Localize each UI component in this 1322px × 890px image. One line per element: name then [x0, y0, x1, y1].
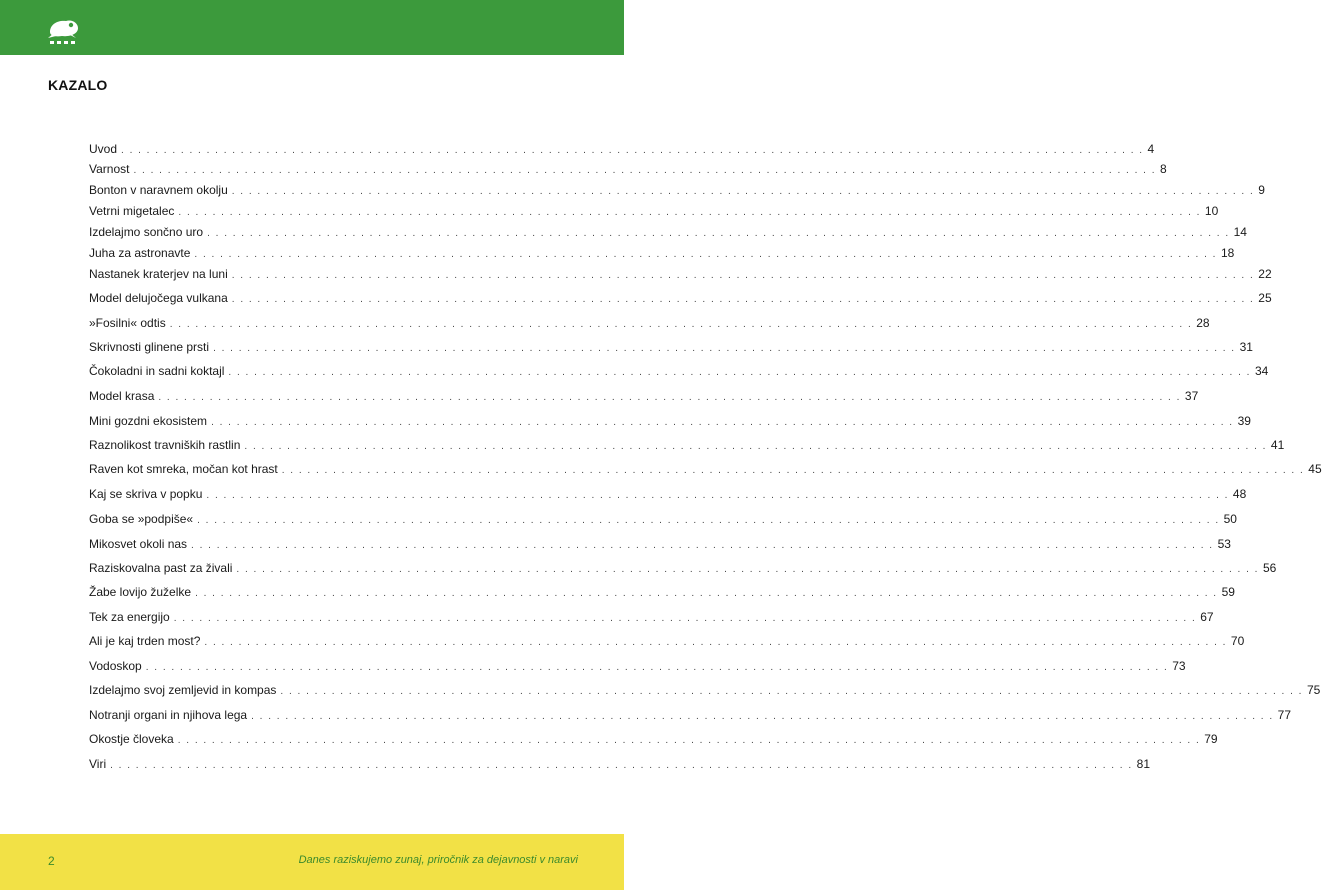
toc-leader-dots: . . . . . . . . . . . . . . . . . . . . . . . . . . . . . . . . . . . . . . . . . . . . . . . . . . . . . . . . . . . . . . . . . . . . . . . . . . . . . . . . . . . . . . . . . . . . . . . . . . . . . . . . . . . . . . . . . . . . . . . . — [281, 465, 1305, 476]
toc-entry[interactable] — [89, 243, 1235, 265]
toc-leader-dots: . . . . . . . . . . . . . . . . . . . . . . . . . . . . . . . . . . . . . . . . . . . . . . . . . . . . . . . . . . . . . . . . . . . . . . . . . . . . . . . . . . . . . . . . . . . . . . . . . . . . . . . . . . . . . . . . . . . . . . . . — [251, 711, 1274, 722]
toc-entry-page: 28 — [1196, 316, 1210, 330]
toc-entry-page: 81 — [1136, 757, 1151, 771]
toc-entry-label: Model krasa — [89, 389, 155, 403]
toc-entry-label: Vetrni migetalec — [89, 204, 175, 218]
toc-entry-page: 31 — [1239, 340, 1253, 354]
toc-entry-page: 77 — [1277, 708, 1291, 722]
toc-entry-label: Izdelajmo svoj zemljevid in kompas — [89, 683, 277, 697]
toc-entry[interactable] — [89, 754, 1151, 776]
toc-entry-label: Ali je kaj trden most? — [89, 634, 201, 648]
toc-entry[interactable] — [89, 288, 1272, 310]
toc-leader-dots: . . . . . . . . . . . . . . . . . . . . . . . . . . . . . . . . . . . . . . . . . . . . . . . . . . . . . . . . . . . . . . . . . . . . . . . . . . . . . . . . . . . . . . . . . . . . . . . . . . . . . . . . . . . . . . . . . . . . . . . . — [204, 637, 1227, 648]
toc-entry[interactable] — [89, 159, 1167, 181]
toc-entry-page: 45 — [1308, 462, 1322, 476]
toc-entry-page: 10 — [1204, 204, 1219, 218]
toc-entry-label: Raziskovalna past za živali — [89, 561, 233, 575]
toc-entry-label: Bonton v naravnem okolju — [89, 183, 228, 197]
toc-entry[interactable] — [89, 484, 1247, 506]
toc-entry-label: Tek za energijo — [89, 610, 170, 624]
toc-entry-label: Mini gozdni ekosistem — [89, 414, 208, 428]
toc-leader-dots: . . . . . . . . . . . . . . . . . . . . . . . . . . . . . . . . . . . . . . . . . . . . . . . . . . . . . . . . . . . . . . . . . . . . . . . . . . . . . . . . . . . . . . . . . . . . . . . . . . . . . . . . . . . . . . . . . . . . . . . . — [158, 392, 1181, 403]
toc-leader-dots: . . . . . . . . . . . . . . . . . . . . . . . . . . . . . . . . . . . . . . . . . . . . . . . . . . . . . . . . . . . . . . . . . . . . . . . . . . . . . . . . . . . . . . . . . . . . . . . . . . . . . . . . . . . . . . . . . . . . . . . . — [191, 540, 1214, 551]
toc-entry-label: Skrivnosti glinene prsti — [89, 340, 210, 354]
toc-entry-label: Žabe lovijo žuželke — [89, 585, 192, 599]
toc-entry[interactable] — [89, 680, 1321, 702]
toc-entry-label: Vodoskop — [89, 659, 142, 673]
toc-entry-label: Raven kot smreka, močan kot hrast — [89, 462, 278, 476]
toc-leader-dots: . . . . . . . . . . . . . . . . . . . . . . . . . . . . . . . . . . . . . . . . . . . . . . . . . . . . . . . . . . . . . . . . . . . . . . . . . . . . . . . . . . . . . . . . . . . . . . . . . . . . . . . . . . . . . . . . . . . . . . . . — [194, 249, 1217, 260]
frog-logo-icon — [44, 16, 84, 48]
toc-leader-dots: . . . . . . . . . . . . . . . . . . . . . . . . . . . . . . . . . . . . . . . . . . . . . . . . . . . . . . . . . . . . . . . . . . . . . . . . . . . . . . . . . . . . . . . . . . . . . . . . . . . . . . . . . . . . . . . . . . . . . . . . — [173, 613, 1197, 624]
toc-entry-page: 18 — [1220, 246, 1235, 260]
toc-leader-dots: . . . . . . . . . . . . . . . . . . . . . . . . . . . . . . . . . . . . . . . . . . . . . . . . . . . . . . . . . . . . . . . . . . . . . . . . . . . . . . . . . . . . . . . . . . . . . . . . . . . . . . . . . . . . . . . . . . . . . . . . — [211, 417, 1234, 428]
toc-leader-dots: . . . . . . . . . . . . . . . . . . . . . . . . . . . . . . . . . . . . . . . . . . . . . . . . . . . . . . . . . . . . . . . . . . . . . . . . . . . . . . . . . . . . . . . . . . . . . . . . . . . . . . . . . . . . . . . . . . . . . . . . — [178, 207, 1201, 218]
toc-entry-page: 22 — [1258, 267, 1272, 281]
toc-leader-dots: . . . . . . . . . . . . . . . . . . . . . . . . . . . . . . . . . . . . . . . . . . . . . . . . . . . . . . . . . . . . . . . . . . . . . . . . . . . . . . . . . . . . . . . . . . . . . . . . . . . . . . . . . . . . . . . . . . . . . . . . — [110, 760, 1133, 771]
toc-entry-label: Mikosvet okoli nas — [89, 537, 188, 551]
toc-entry-label: Viri — [89, 757, 107, 771]
toc-leader-dots: . . . . . . . . . . . . . . . . . . . . . . . . . . . . . . . . . . . . . . . . . . . . . . . . . . . . . . . . . . . . . . . . . . . . . . . . . . . . . . . . . . . . . . . . . . . . . . . . . . . . . . . . . . . . . . . . . . . . . . . . — [145, 662, 1169, 673]
toc-leader-dots: . . . . . . . . . . . . . . . . . . . . . . . . . . . . . . . . . . . . . . . . . . . . . . . . . . . . . . . . . . . . . . . . . . . . . . . . . . . . . . . . . . . . . . . . . . . . . . . . . . . . . . . . . . . . . . . . . . . . . . . . — [231, 294, 1255, 305]
toc-entry[interactable] — [89, 534, 1231, 556]
toc-entry-page: 48 — [1232, 487, 1247, 501]
toc-entry-page: 56 — [1262, 561, 1277, 575]
toc-entry-page: 14 — [1233, 225, 1247, 239]
toc-entry-page: 79 — [1204, 732, 1218, 746]
toc-leader-dots: . . . . . . . . . . . . . . . . . . . . . . . . . . . . . . . . . . . . . . . . . . . . . . . . . . . . . . . . . . . . . . . . . . . . . . . . . . . . . . . . . . . . . . . . . . . . . . . . . . . . . . . . . . . . . . . . . . . . . . . . — [231, 270, 1255, 281]
toc-entry-label: Čokoladni in sadni koktajl — [89, 364, 225, 378]
toc-entry[interactable] — [89, 222, 1247, 244]
toc-leader-dots: . . . . . . . . . . . . . . . . . . . . . . . . . . . . . . . . . . . . . . . . . . . . . . . . . . . . . . . . . . . . . . . . . . . . . . . . . . . . . . . . . . . . . . . . . . . . . . . . . . . . . . . . . . . . . . . . . . . . . . . . — [195, 588, 1218, 599]
toc-entry[interactable] — [89, 386, 1199, 408]
toc-entry[interactable] — [89, 607, 1214, 629]
toc-entry[interactable] — [89, 459, 1322, 481]
toc-leader-dots: . . . . . . . . . . . . . . . . . . . . . . . . . . . . . . . . . . . . . . . . . . . . . . . . . . . . . . . . . . . . . . . . . . . . . . . . . . . . . . . . . . . . . . . . . . . . . . . . . . . . . . . . . . . . . . . . . . . . . . . . — [133, 165, 1156, 176]
toc-entry-page: 41 — [1270, 438, 1285, 452]
toc-entry-page: 75 — [1306, 683, 1321, 697]
toc-entry-page: 73 — [1172, 659, 1186, 673]
toc-leader-dots: . . . . . . . . . . . . . . . . . . . . . . . . . . . . . . . . . . . . . . . . . . . . . . . . . . . . . . . . . . . . . . . . . . . . . . . . . . . . . . . . . . . . . . . . . . . . . . . . . . . . . . . . . . . . . . . . . . . . . . . . — [121, 145, 1144, 156]
toc-entry-label: Notranji organi in njihova lega — [89, 708, 248, 722]
toc-entry-label: Uvod — [89, 142, 118, 156]
footer-text: Danes raziskujemo zunaj, priročnik za dejavnosti v naravi — [298, 854, 578, 866]
toc-entry[interactable] — [89, 264, 1272, 286]
toc-entry[interactable] — [89, 337, 1253, 359]
toc-entry[interactable] — [89, 582, 1235, 604]
toc-entry[interactable] — [89, 313, 1210, 335]
toc-entry[interactable] — [89, 411, 1251, 433]
toc-entry-page: 25 — [1258, 291, 1272, 305]
toc-entry-label: Nastanek kraterjev na luni — [89, 267, 228, 281]
toc-leader-dots: . . . . . . . . . . . . . . . . . . . . . . . . . . . . . . . . . . . . . . . . . . . . . . . . . . . . . . . . . . . . . . . . . . . . . . . . . . . . . . . . . . . . . . . . . . . . . . . . . . . . . . . . . . . . . . . . . . . . . . . . — [207, 228, 1230, 239]
toc-leader-dots: . . . . . . . . . . . . . . . . . . . . . . . . . . . . . . . . . . . . . . . . . . . . . . . . . . . . . . . . . . . . . . . . . . . . . . . . . . . . . . . . . . . . . . . . . . . . . . . . . . . . . . . . . . . . . . . . . . . . . . . . — [236, 564, 1259, 575]
footer-page-number: 2 — [48, 854, 55, 868]
toc-entry-label: Goba se »podpiše« — [89, 512, 194, 526]
toc-entry-page: 8 — [1160, 162, 1167, 176]
footer-bar — [0, 834, 624, 890]
toc-entry-page: 53 — [1217, 537, 1231, 551]
toc-entry-page: 50 — [1223, 512, 1237, 526]
toc-entry-page: 9 — [1258, 183, 1265, 197]
toc-entry-label: Model delujočega vulkana — [89, 291, 228, 305]
toc-leader-dots: . . . . . . . . . . . . . . . . . . . . . . . . . . . . . . . . . . . . . . . . . . . . . . . . . . . . . . . . . . . . . . . . . . . . . . . . . . . . . . . . . . . . . . . . . . . . . . . . . . . . . . . . . . . . . . . . . . . . . . . . — [228, 367, 1251, 378]
toc-entry-page: 59 — [1221, 585, 1235, 599]
toc-entry[interactable] — [89, 558, 1277, 580]
toc-entry-label: »Fosilni« odtis — [89, 316, 166, 330]
page-title: KAZALO — [48, 77, 108, 93]
toc-leader-dots: . . . . . . . . . . . . . . . . . . . . . . . . . . . . . . . . . . . . . . . . . . . . . . . . . . . . . . . . . . . . . . . . . . . . . . . . . . . . . . . . . . . . . . . . . . . . . . . . . . . . . . . . . . . . . . . . . . . . . . . . — [244, 441, 1267, 452]
toc-leader-dots: . . . . . . . . . . . . . . . . . . . . . . . . . . . . . . . . . . . . . . . . . . . . . . . . . . . . . . . . . . . . . . . . . . . . . . . . . . . . . . . . . . . . . . . . . . . . . . . . . . . . . . . . . . . . . . . . . . . . . . . . — [280, 686, 1303, 697]
toc-leader-dots: . . . . . . . . . . . . . . . . . . . . . . . . . . . . . . . . . . . . . . . . . . . . . . . . . . . . . . . . . . . . . . . . . . . . . . . . . . . . . . . . . . . . . . . . . . . . . . . . . . . . . . . . . . . . . . . . . . . . . . . . — [197, 515, 1220, 526]
toc-entry-page: 4 — [1147, 142, 1155, 156]
toc-leader-dots: . . . . . . . . . . . . . . . . . . . . . . . . . . . . . . . . . . . . . . . . . . . . . . . . . . . . . . . . . . . . . . . . . . . . . . . . . . . . . . . . . . . . . . . . . . . . . . . . . . . . . . . . . . . . . . . . . . . . . . . . — [169, 319, 1193, 330]
toc-leader-dots: . . . . . . . . . . . . . . . . . . . . . . . . . . . . . . . . . . . . . . . . . . . . . . . . . . . . . . . . . . . . . . . . . . . . . . . . . . . . . . . . . . . . . . . . . . . . . . . . . . . . . . . . . . . . . . . . . . . . . . . . — [231, 186, 1255, 197]
toc-entry-label: Juha za astronavte — [89, 246, 191, 260]
toc-entry-label: Varnost — [89, 162, 130, 176]
toc-leader-dots: . . . . . . . . . . . . . . . . . . . . . . . . . . . . . . . . . . . . . . . . . . . . . . . . . . . . . . . . . . . . . . . . . . . . . . . . . . . . . . . . . . . . . . . . . . . . . . . . . . . . . . . . . . . . . . . . . . . . . . . . — [213, 343, 1236, 354]
toc-entry-label: Raznolikost travniških rastlin — [89, 438, 241, 452]
toc-entry[interactable] — [89, 435, 1285, 457]
toc-entry[interactable] — [89, 139, 1155, 161]
toc-entry-page: 34 — [1254, 364, 1269, 378]
toc-entry-page: 70 — [1230, 634, 1245, 648]
toc-entry[interactable] — [89, 180, 1265, 202]
toc-entry[interactable] — [89, 361, 1269, 383]
toc-entry-page: 39 — [1237, 414, 1251, 428]
toc-entry-label: Izdelajmo sončno uro — [89, 225, 204, 239]
toc-entry[interactable] — [89, 705, 1291, 727]
toc-entry[interactable] — [89, 656, 1186, 678]
toc-entry[interactable] — [89, 201, 1219, 223]
toc-entry-label: Okostje človeka — [89, 732, 174, 746]
toc-entry-page: 37 — [1184, 389, 1199, 403]
toc-entry[interactable] — [89, 729, 1218, 751]
toc-leader-dots: . . . . . . . . . . . . . . . . . . . . . . . . . . . . . . . . . . . . . . . . . . . . . . . . . . . . . . . . . . . . . . . . . . . . . . . . . . . . . . . . . . . . . . . . . . . . . . . . . . . . . . . . . . . . . . . . . . . . . . . . — [206, 490, 1229, 501]
toc-entry-label: Kaj se skriva v popku — [89, 487, 203, 501]
header-bar — [0, 0, 624, 55]
toc-entry-page: 67 — [1200, 610, 1214, 624]
toc-entry[interactable] — [89, 631, 1245, 653]
toc-entry[interactable] — [89, 509, 1237, 531]
toc-leader-dots: . . . . . . . . . . . . . . . . . . . . . . . . . . . . . . . . . . . . . . . . . . . . . . . . . . . . . . . . . . . . . . . . . . . . . . . . . . . . . . . . . . . . . . . . . . . . . . . . . . . . . . . . . . . . . . . . . . . . . . . . — [177, 735, 1201, 746]
